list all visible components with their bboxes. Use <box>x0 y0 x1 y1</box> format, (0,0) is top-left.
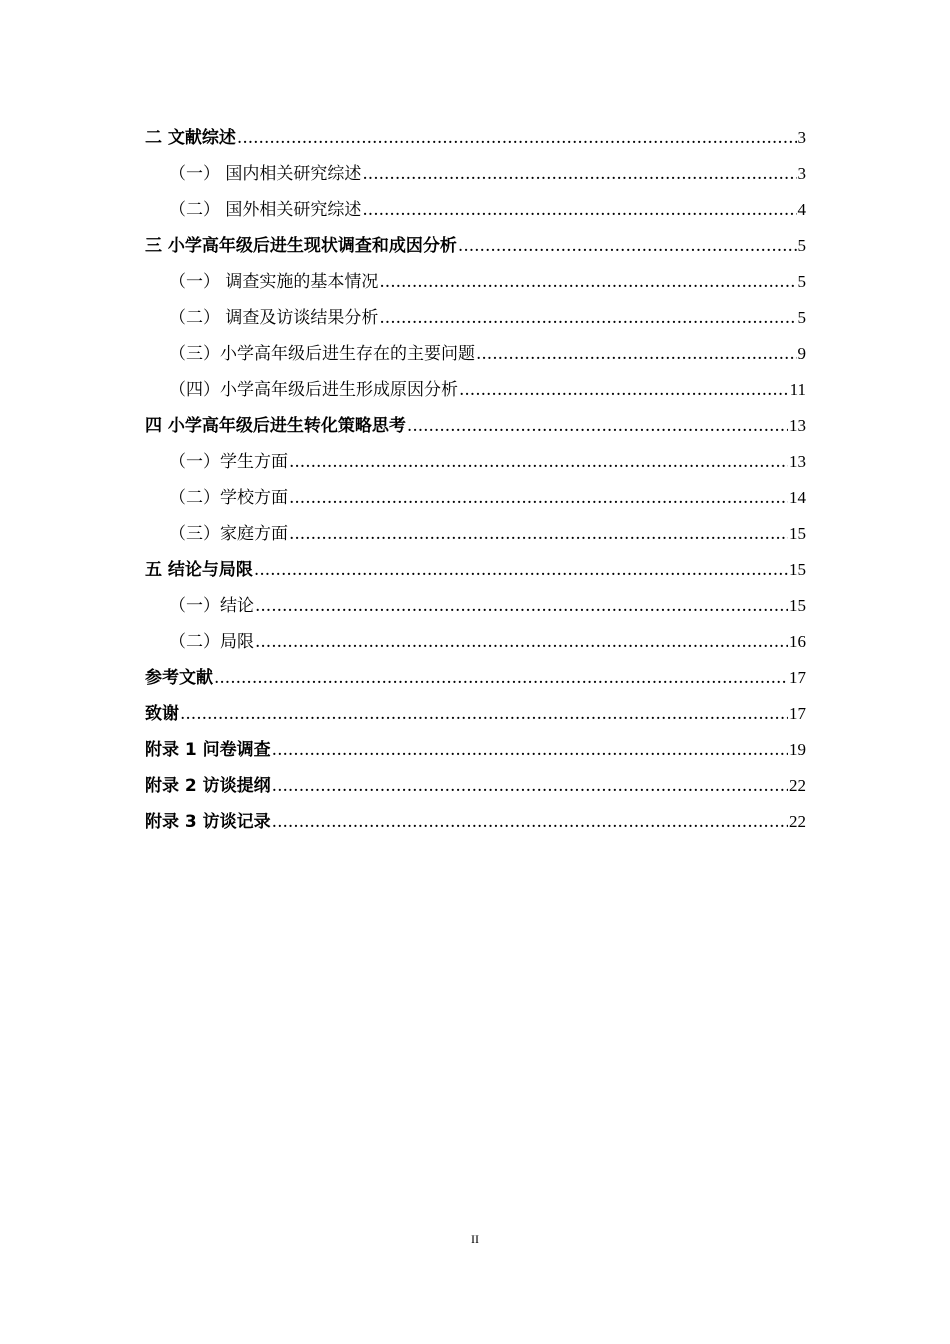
toc-leader-dots <box>476 336 797 372</box>
toc-entry-title: （一）学生方面 <box>169 452 288 472</box>
toc-leader-dots <box>180 696 788 732</box>
toc-leader-dots <box>255 624 788 660</box>
toc-entry[interactable] <box>145 552 806 588</box>
toc-entry[interactable] <box>145 120 806 156</box>
toc-entry[interactable] <box>145 480 806 516</box>
page-number: II <box>471 1232 479 1246</box>
toc-leader-dots <box>379 300 796 336</box>
toc-entry[interactable] <box>145 300 806 336</box>
toc-entry-title: 致谢 <box>145 704 179 724</box>
toc-entry-title: （二）局限 <box>169 632 254 652</box>
toc-entry-title: 五 结论与局限 <box>145 560 253 580</box>
toc-leader-dots <box>459 372 789 408</box>
toc-entry-page: 9 <box>797 344 806 363</box>
toc-leader-dots <box>362 192 796 228</box>
toc-leader-dots <box>255 588 788 624</box>
toc-leader-dots <box>289 444 788 480</box>
toc-entry[interactable] <box>145 696 806 732</box>
toc-entry-page: 15 <box>789 596 806 615</box>
toc-entry-title: （三）小学高年级后进生存在的主要问题 <box>169 344 475 364</box>
toc-entry-page: 17 <box>789 668 806 687</box>
toc-entry-title: （一） 调查实施的基本情况 <box>169 272 379 292</box>
toc-entry-title: （一）结论 <box>169 596 254 616</box>
toc-entry[interactable] <box>145 660 806 696</box>
toc-entry[interactable] <box>145 804 806 840</box>
toc-entry-page: 22 <box>789 812 806 831</box>
toc-entry-page: 5 <box>797 236 806 255</box>
toc-entry-page: 15 <box>789 524 806 543</box>
toc-entry[interactable] <box>145 372 806 408</box>
toc-entry-page: 13 <box>789 452 806 471</box>
toc-leader-dots <box>272 732 788 768</box>
toc-entry-page: 16 <box>789 632 806 651</box>
toc-entry-page: 11 <box>789 380 806 399</box>
toc-entry-page: 3 <box>797 164 806 183</box>
toc-leader-dots <box>407 408 788 444</box>
toc-entry-title: 二 文献综述 <box>145 128 236 148</box>
toc-entry[interactable] <box>145 768 806 804</box>
toc-leader-dots <box>458 228 797 264</box>
toc-entry-page: 22 <box>789 776 806 795</box>
toc-entry-title: 附录 1 问卷调查 <box>145 740 271 760</box>
toc-entry[interactable] <box>145 264 806 300</box>
toc-entry-title: （四）小学高年级后进生形成原因分析 <box>169 380 458 400</box>
toc-entry[interactable] <box>145 408 806 444</box>
toc-entry[interactable] <box>145 732 806 768</box>
toc-entry[interactable] <box>145 336 806 372</box>
toc-entry-page: 13 <box>789 416 806 435</box>
table-of-contents <box>145 120 806 840</box>
toc-entry-title: （二）学校方面 <box>169 488 288 508</box>
toc-entry-title: （一） 国内相关研究综述 <box>169 164 362 184</box>
toc-entry-title: （二） 调查及访谈结果分析 <box>169 308 379 328</box>
toc-entry-page: 17 <box>789 704 806 723</box>
toc-entry-title: 参考文献 <box>145 668 213 688</box>
toc-entry-title: 附录 2 访谈提纲 <box>145 776 271 796</box>
toc-entry-title: 四 小学高年级后进生转化策略思考 <box>145 416 406 436</box>
toc-leader-dots <box>272 804 788 840</box>
toc-leader-dots <box>379 264 796 300</box>
toc-entry[interactable] <box>145 192 806 228</box>
toc-entry-title: 三 小学高年级后进生现状调查和成因分析 <box>145 236 457 256</box>
toc-entry-page: 5 <box>797 272 806 291</box>
toc-entry-page: 4 <box>797 200 806 219</box>
toc-entry-title: （二） 国外相关研究综述 <box>169 200 362 220</box>
toc-leader-dots <box>362 156 796 192</box>
toc-entry-page: 14 <box>789 488 806 507</box>
toc-leader-dots <box>289 516 788 552</box>
toc-entry-title: 附录 3 访谈记录 <box>145 812 271 832</box>
toc-entry-page: 3 <box>797 128 806 147</box>
toc-entry-page: 15 <box>789 560 806 579</box>
toc-entry[interactable] <box>145 156 806 192</box>
toc-entry[interactable] <box>145 228 806 264</box>
toc-entry[interactable] <box>145 624 806 660</box>
toc-leader-dots <box>254 552 788 588</box>
toc-leader-dots <box>214 660 788 696</box>
toc-leader-dots <box>272 768 788 804</box>
toc-entry[interactable] <box>145 444 806 480</box>
toc-entry-title: （三）家庭方面 <box>169 524 288 544</box>
toc-leader-dots <box>289 480 788 516</box>
toc-entry[interactable] <box>145 516 806 552</box>
toc-entry-page: 5 <box>797 308 806 327</box>
toc-entry-page: 19 <box>789 740 806 759</box>
page-footer <box>0 1232 950 1247</box>
toc-entry[interactable] <box>145 588 806 624</box>
toc-leader-dots <box>237 120 797 156</box>
